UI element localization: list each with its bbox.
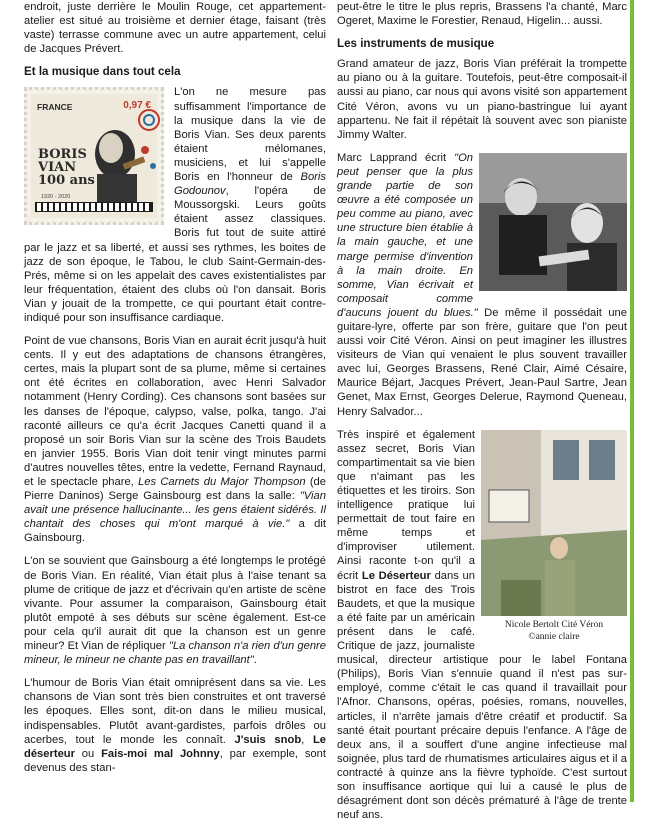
text-run: L'humour de Boris Vian était omniprésent dans sa vie. Les chansons de Vian sont très bien construites et ont traversé les époques. Elles sont, dit-on dans le milieu musical, indispensables. Plutôt avant-gardistes, parfois drôles ou acerbes, tout le monde les connaît. <box>24 677 326 746</box>
stamp-price: 0,97 € <box>123 100 151 112</box>
musicians-illustration <box>479 153 627 291</box>
heading-instruments: Les instruments de musique <box>337 37 495 51</box>
text-run: Point de vue chansons, Boris Vian en aurait écrit jusqu'à huit cents. Il y eut des adaptations de chansons étrangères, certes, mais la plupart sont de sa plume, même si certaines ont été écrites en collaboration, avec Henri Salvador notamment (Henry Cording). Ces chansons sont basées sur les danses de l'époque, calypso, valse, polka, tango. J'ai raconté ailleurs ce qu'a écrit Jacques Canetti quand il a proposé un soir Boris Vian sur la scène des Trois Baudets en janvier 1955. Boris Vian doit tenir vingt minutes parmi d'autres nouvelles têtes, entre la vedette, Fernand Raynaud, et le spectacle phare, <box>24 335 326 488</box>
stamp-years: 1920 - 2020 <box>41 194 71 201</box>
paragraph-gainsbourg <box>24 554 326 667</box>
caption-line-2: ©annie claire <box>528 631 580 642</box>
cite-veron-photo <box>481 430 627 616</box>
boris-vian-stamp-image <box>24 87 164 225</box>
photo-caption <box>481 619 627 643</box>
stamp-name: BORIS VIAN 100 ans <box>38 147 95 189</box>
text-run: , par exemple, sont devenus des stan- <box>24 747 326 774</box>
text-run: dans un bistrot en face des Trois Baudets, et que la musique a été faite par un américain présent dans le café. Critique de jazz, journaliste musical, directeur artistique pour le label Fontana (Philips), Boris Vian s'ennuie quand il n'est pas sur-employé, comme c'était le cas quand il travaillait pour l'Afnor. Chansons, opéras, poésies, romans, nouvelles, articles, il n'arrête jamais d'être créatif et productif. Sa santé était pourtant précaire depuis l'enfance. A l'âge de deux ans, il a souffert d'une angine infectieuse mal soignée, plus tard de rhumatismes articulaires aigus et il a contracté à quinze ans la fièvre typhoïde. C'est surtout son insuffisance aortique qui lui a causé le plus de désagrément dont son décès prématuré à l'âge de trente neuf ans. <box>337 569 627 822</box>
text-run: , l'opéra de Moussorgski. Leurs goûts étaient assez classiques. Boris fut tout de suite attiré par le jazz et sa liberté, et aussi ses rythmes, les boites de jazz de son époque, le Tabou, le club Saint-Germain-des-Prés, même si on les appelait des caves existentialistes par leur fréquentation, étaient des clubs où l'on dansait. Boris Vian y jouait de la trompette, ce qui pourtant était contre-indiqué pour son insuffisance cardiaque. <box>24 185 326 324</box>
gainsbourg-quote: "Vian avait une présence hallucinante... les gens étaient sidérés. Il chantait des choses qui m'ont marqué à vie." <box>24 490 326 531</box>
text-run: De même il possédait une guitare-lyre, offerte par son frère, guitare que l'on peut aussi voir Cité Véron. Ainsi on peut imaginer les illustres visiteurs de Vian qui venaient le plus souvent travailler avec lui, Georges Brassens, René Clair, Aimé Césaire, Maurice Béjart, Jacques Prévert, Jean-Paul Sartre, Jean Genet, Max Ernst, Georges Delerue, Raymond Queneau, Henry Salvador... <box>337 306 628 418</box>
lapprand-quote: "On peut penser que la plus grande partie de son œuvre a été composée un peu comme au piano, avec une structure bien établie à la main gauche, et une marge permise d'invention à la main droite. En somme, Vian écrivait et composait comme d'aucuns jouent du blues." <box>337 151 478 319</box>
vian-quote: "La chanson n'a rien d'un genre mineur, le mineur ne chante pas en travaillant" <box>24 640 326 667</box>
plaque-photo-block <box>481 430 627 643</box>
text-run: (de Pierre Daninos) Serge Gainsbourg est dans la salle: <box>24 476 326 503</box>
song-title: Le Déserteur <box>361 569 431 582</box>
green-margin-bar <box>630 0 634 802</box>
text-run: . <box>253 654 257 667</box>
text-run: Très inspiré et également assez secret, Boris Vian compartimentait sa vie bien que n'aimant pas les étiquettes et les tiroirs. Son intelligence pratique lui permettait de tout faire en même temps et d'improviser utilement. Ainsi raconte t-on qu'il a écrit <box>337 428 475 582</box>
left-column <box>24 0 326 784</box>
intro-paragraph-left: endroit, juste derrière le Moulin Rouge, cet appartement-atelier est situé au troisième et dernier étage, faisant (très vaste) terrasse commune avec un autre appartement, celui de Jacques Prévert. <box>24 1 326 56</box>
paragraph-instruments: Grand amateur de jazz, Boris Vian préférait la trompette au piano ou à la guitare. Toutefois, peut-être composait-il aussi au piano, car nous qui avons visité son appartement Cité Véron, avons vu un piano-bastringue lui ayant appartenu. Ne fait il répétait là souvent avec son pianiste Jimmy Walter. <box>337 58 627 141</box>
text-run: ou <box>75 747 102 760</box>
heading-musique: Et la musique dans tout cela <box>24 65 181 79</box>
intro-paragraph-right: peut-être le titre le plus repris, Brassens l'a chanté, Marc Ogeret, Maxime le Forestier, Renaud, Higelin... aussi. <box>337 1 627 28</box>
caption-line-1: Nicole Bertolt Cité Véron <box>504 619 604 630</box>
text-run: a dit Gainsbourg. <box>24 518 326 545</box>
cite-veron-illustration <box>481 430 627 616</box>
paragraph-humour <box>24 676 326 775</box>
song-title: Le déserteur <box>24 733 326 760</box>
musicians-photo <box>479 153 627 291</box>
italic-title: Les Carnets du Major Thompson <box>138 476 306 488</box>
italic-title: Boris Godounov <box>174 171 326 198</box>
paragraph-chansons <box>24 334 326 545</box>
stamp-country: FRANCE <box>37 102 73 113</box>
text-run: L'on ne mesure pas suffisamment l'importance de la musique dans la vie de Boris Vian. Ses deux parents étaient mélomanes, musiciens, et lui s'appelle Boris en l'honneur de <box>174 86 326 184</box>
song-title: J'suis snob <box>234 733 302 746</box>
song-title: Fais-moi mal Johnny <box>101 747 220 760</box>
text-run: , <box>301 733 313 746</box>
text-run: L'on se souvient que Gainsbourg a été longtemps le protégé de Boris Vian. En réalité, Vian était plus à l'aise tenant sa plume de critique de jazz et d'écrivain qu'en artiste de scène vivante. Pour assumer la comparaison, Gainsbourg était plutôt empoté à ses débuts sur scène également. Est-ce pour cela qu'il aurait dit que la chanson est un genre mineur? Et Vian de répliquer <box>24 555 326 653</box>
right-column <box>337 0 627 831</box>
text-run: Marc Lapprand écrit <box>337 151 455 164</box>
